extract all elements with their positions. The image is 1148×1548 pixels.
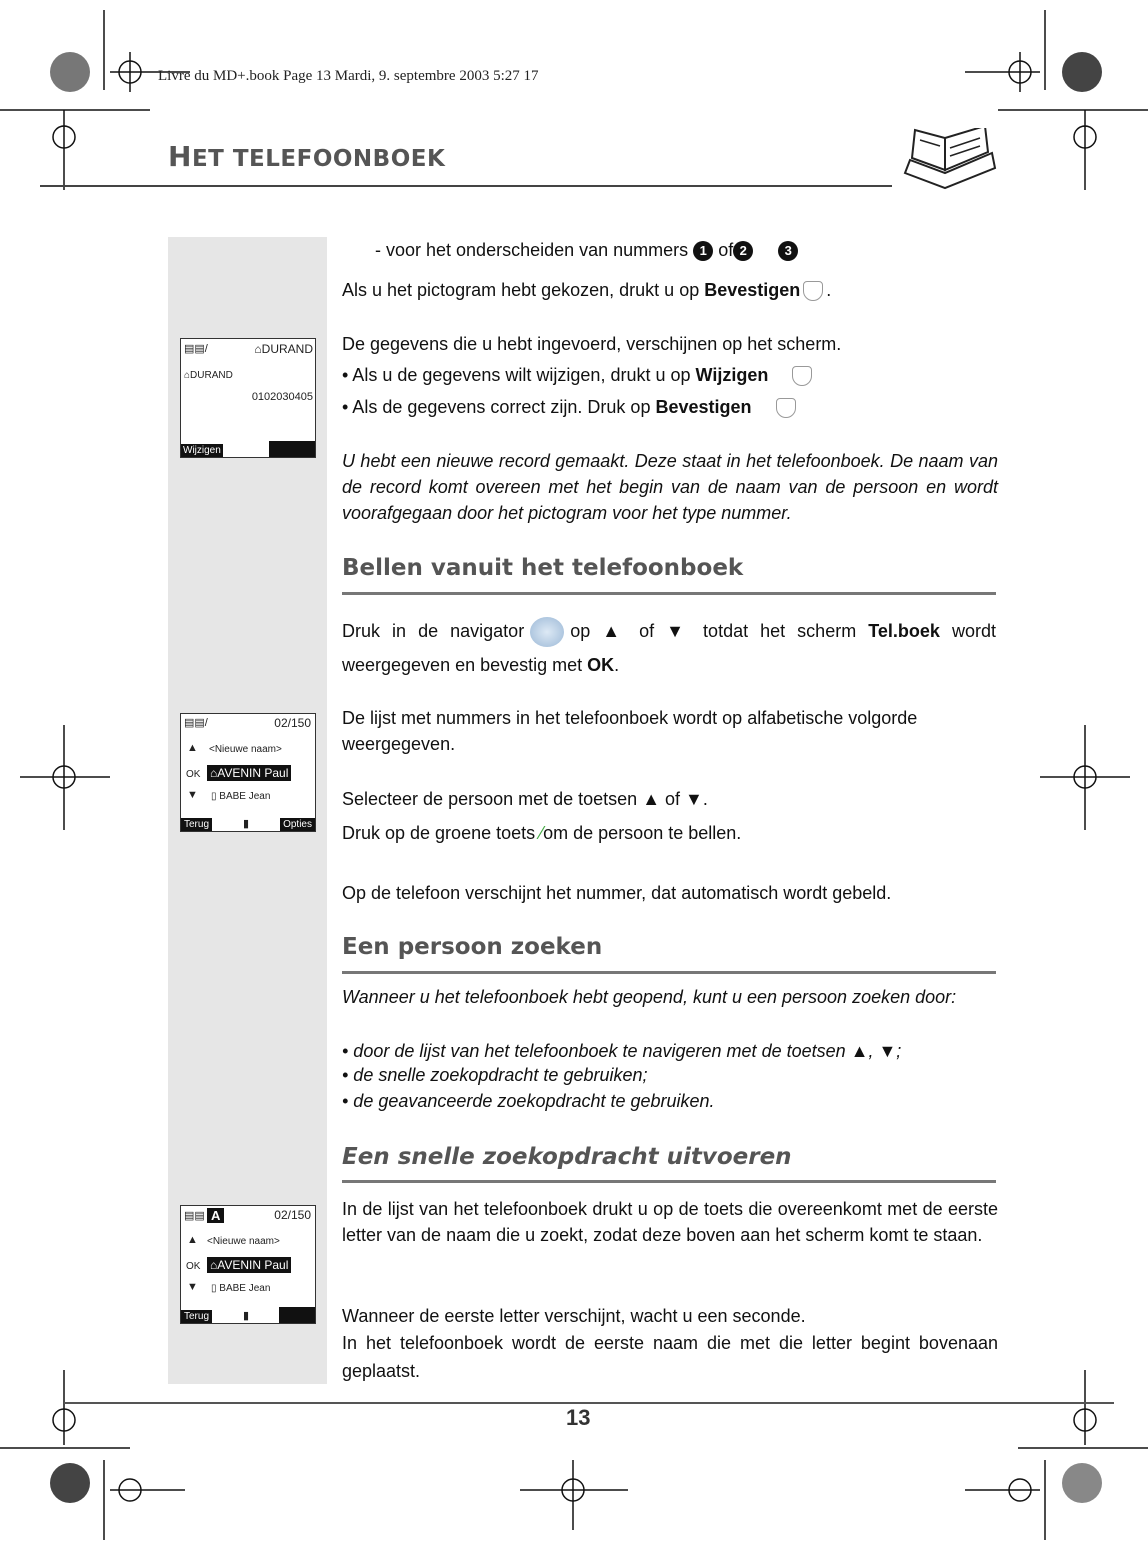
section-heading-zoeken: Een persoon zoeken [342,934,603,960]
section-rule [342,971,996,974]
navigator-icon [530,617,564,647]
section1-p5: Op de telefoon verschijnt het nummer, dat automatisch wordt gebeld. [342,883,892,903]
section3-p1: In de lijst van het telefoonboek drukt u op de toets die overeenkomt met de eerste letter van de naam die u zoekt, zodat deze boven aan het scherm komt te staan. [342,1199,998,1245]
confirm-key-icon [776,398,796,418]
title-rule [40,185,892,187]
section2-intro: Wanneer u het telefoonboek hebt geopend, kunt u een persoon zoeken door: [342,987,957,1007]
section1-p1: Druk in de navigator op ▲ of ▼ totdat het scherm Tel.boek wordt weergegeven en bevestig met OK. [342,614,996,682]
phonebook-icon: ▤▤/ [184,717,208,729]
record-italic-note: U hebt een nieuwe record gemaakt. Deze staat in het telefoonboek. De naam van de record komt overeen met het begin van de naam van de persoon en wordt voorafgegaan door het pictogram voor het type nummer. [342,451,998,523]
softkey-terug: Terug [181,1310,212,1323]
screen-number: 0102030405 [251,391,313,403]
screen-ok-label: OK [186,1261,201,1272]
screen-name-left: ⌂DURAND [184,370,233,381]
section3-p3: In het telefoonboek wordt de eerste naam die met die letter begint bovenaan geplaatst. [342,1333,998,1381]
softkey-opties: Opties [280,818,315,831]
section2-bullet-3: • de geavanceerde zoekopdracht te gebruiken. [342,1091,715,1111]
number-type-icon-2: 2 [733,241,753,261]
screen-count: 02/150 [274,1208,311,1222]
section2-bullet-2: • de snelle zoekopdracht te gebruiken; [342,1065,648,1085]
footer-rule [64,1402,1114,1404]
up-arrow-icon: ▲ [187,742,198,754]
phone-screen-list [180,713,316,832]
section-rule [342,592,996,595]
intro-line-2: Als u het pictogram hebt gekozen, drukt u op Bevestigen . [342,280,832,300]
screen-row-selected: ⌂AVENIN Paul [207,1257,291,1273]
page-number: 13 [566,1405,591,1430]
phonebook-icon: ▤▤/ [184,343,208,355]
record-text-1: De gegevens die u hebt ingevoerd, verschijnen op het scherm. [342,334,842,354]
screen-row-selected: ⌂AVENIN Paul [207,765,291,781]
book-info-line: Livre du MD+.book Page 13 Mardi, 9. septembre 2003 5:27 17 [158,68,539,84]
softkey-blank [279,1307,315,1323]
intro-line-1: - voor het onderscheiden van nummers 1 of 2 3 [375,237,798,263]
number-type-icon-3: 3 [778,241,798,261]
section-heading-snelle: Een snelle zoekopdracht uitvoeren [342,1144,792,1170]
book-icon [900,128,1000,198]
search-letter: A [207,1208,224,1223]
section1-p2: De lijst met nummers in het telefoonboek wordt op alfabetische volgorde weergegeven. [342,708,918,754]
screen-row-new: <Nieuwe naam> [207,1236,280,1247]
scroll-icon: ▮ [243,1310,250,1322]
screen-row-new: <Nieuwe naam> [209,744,282,755]
section-rule [342,1180,996,1183]
softkey-wijzigen: Wijzigen [183,445,221,456]
phone-screen-search [180,1205,316,1324]
section-heading-bellen: Bellen vanuit het telefoonboek [342,555,744,581]
softkey-blank [269,441,315,457]
record-bullet-1: • Als u de gegevens wilt wijzigen, drukt u op Wijzigen [342,362,815,388]
green-call-key-icon: ⁄ [540,823,544,843]
down-arrow-icon: ▼ [187,1281,198,1293]
number-type-icon-1: 1 [693,241,713,261]
section2-bullet-1: • door de lijst van het telefoonboek te navigeren met de toetsen ▲, ▼; [342,1041,902,1061]
softkey-terug: Terug [181,818,212,831]
page-title: HET TELEFOONBOEK [168,140,446,173]
up-arrow-icon: ▲ [187,1234,198,1246]
section1-p3: Selecteer de persoon met de toetsen ▲ of ▼. [342,789,708,809]
screen-count: 02/150 [274,716,311,730]
screen-name-right: ⌂DURAND [254,342,313,356]
screen-ok-label: OK [186,769,201,780]
screen-row-3: ▯ BABE Jean [211,791,271,802]
screen-row-3: ▯ BABE Jean [211,1283,271,1294]
section3-p2: Wanneer de eerste letter verschijnt, wacht u een seconde. [342,1306,806,1326]
scroll-icon: ▮ [243,818,250,830]
phonebook-icon: ▤▤ [184,1210,205,1222]
right-key-icon [792,366,812,386]
section1-p4: Druk op de groene toets ⁄om de persoon te bellen. [342,820,741,846]
phone-screen-record [180,338,316,458]
record-bullet-2: • Als de gegevens correct zijn. Druk op Bevestigen [342,394,799,420]
confirm-key-icon [803,281,823,301]
down-arrow-icon: ▼ [187,789,198,801]
